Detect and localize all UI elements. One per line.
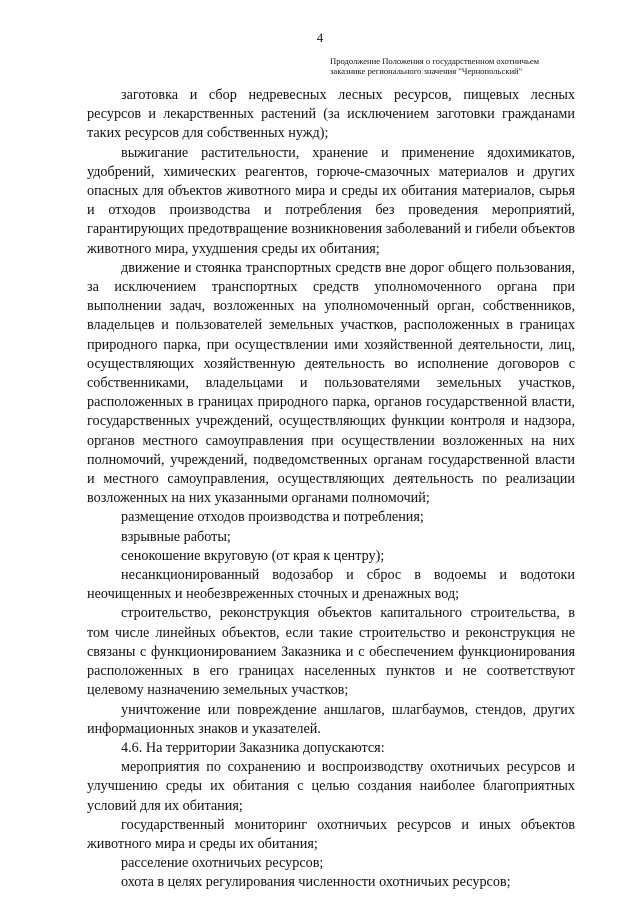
paragraph-harvesting: заготовка и сбор недревесных лесных ресурсов, пищевых лесных ресурсов и лекарственных растений (за исключением заготовки гражданами таких ресурсов для собственных нужд);	[87, 87, 575, 142]
paragraph-conservation: мероприятия по сохранению и воспроизводству охотничьих ресурсов и улучшению среды их обитания с целью создания наиболее благоприятных условий для их обитания;	[87, 759, 575, 814]
paragraph-hunting: охота в целях регулирования численности охотничьих ресурсов;	[121, 874, 511, 891]
paragraph-burning: выжигание растительности, хранение и применение ядохимикатов, удобрений, химических реагентов, горюче-смазочных материалов и других опасных для объектов животного мира и среды их обитания материалов, сырья и отходов производства и потребления без проведения мероприятий, гарантирующих предотвращение возникновения заболеваний и гибели объектов животного мира, ухудшения среды их обитания;	[87, 144, 575, 257]
paragraph-water-intake: несанкционированный водозабор и сброс в водоемы и водотоки неочищенных и необезвреженных сточных и дренажных вод;	[87, 567, 575, 603]
section-heading-4-6: 4.6. На территории Заказника допускаются:	[121, 739, 385, 756]
page-number: 4	[316, 30, 324, 45]
paragraph-resettlement: расселение охотничьих ресурсов;	[121, 855, 324, 872]
document-body	[87, 86, 575, 893]
paragraph-monitoring: государственный мониторинг охотничьих ресурсов и иных объектов животного мира и среды их обитания;	[87, 816, 575, 852]
paragraph-vehicles: движение и стоянка транспортных средств вне дорог общего пользования, за исключением транспортных средств уполномоченного органа при выполнении задач, возложенных на уполномоченный орган, собственников, владельцев и пользователей земельных участков, расположенных в границах природного парка, при осуществлении ими хозяйственной деятельности, лиц, осуществляющих хозяйственную деятельность во исполнение договоров с собственниками, владельцами и пользователями земельных участков, расположенных в границах природного парка, органов государственной власти, государственных учреждений, осуществляющих функции контроля и надзора, органов местного самоуправления при осуществлении возложенных на них полномочий, учреждений, подведомственных органам государственной власти и местного самоуправления, осуществляющих деятельность по реализации возложенных на них указанными органами полномочий;	[87, 259, 575, 507]
running-header-line: Продолжение Положения о государственном охотничьем	[330, 56, 540, 66]
paragraph-mowing: сенокошение вкруговую (от края к центру);	[121, 547, 385, 564]
running-header	[330, 56, 592, 76]
running-header-line: заказнике регионального значения "Чернопольский"	[330, 66, 523, 76]
paragraph-construction: строительство, реконструкция объектов капитального строительства, в том числе линейных объектов, если такие строительство и реконструкция не связаны с функционированием Заказника и с обеспечением функционирования расположенных в его границах населенных пунктов и не соответствуют целевому назначению земельных участков;	[87, 605, 575, 699]
paragraph-blasting: взрывные работы;	[121, 528, 231, 545]
paragraph-signs: уничтожение или повреждение аншлагов, шлагбаумов, стендов, других информационных знаков и указателей.	[87, 701, 575, 737]
paragraph-waste: размещение отходов производства и потребления;	[121, 509, 424, 526]
